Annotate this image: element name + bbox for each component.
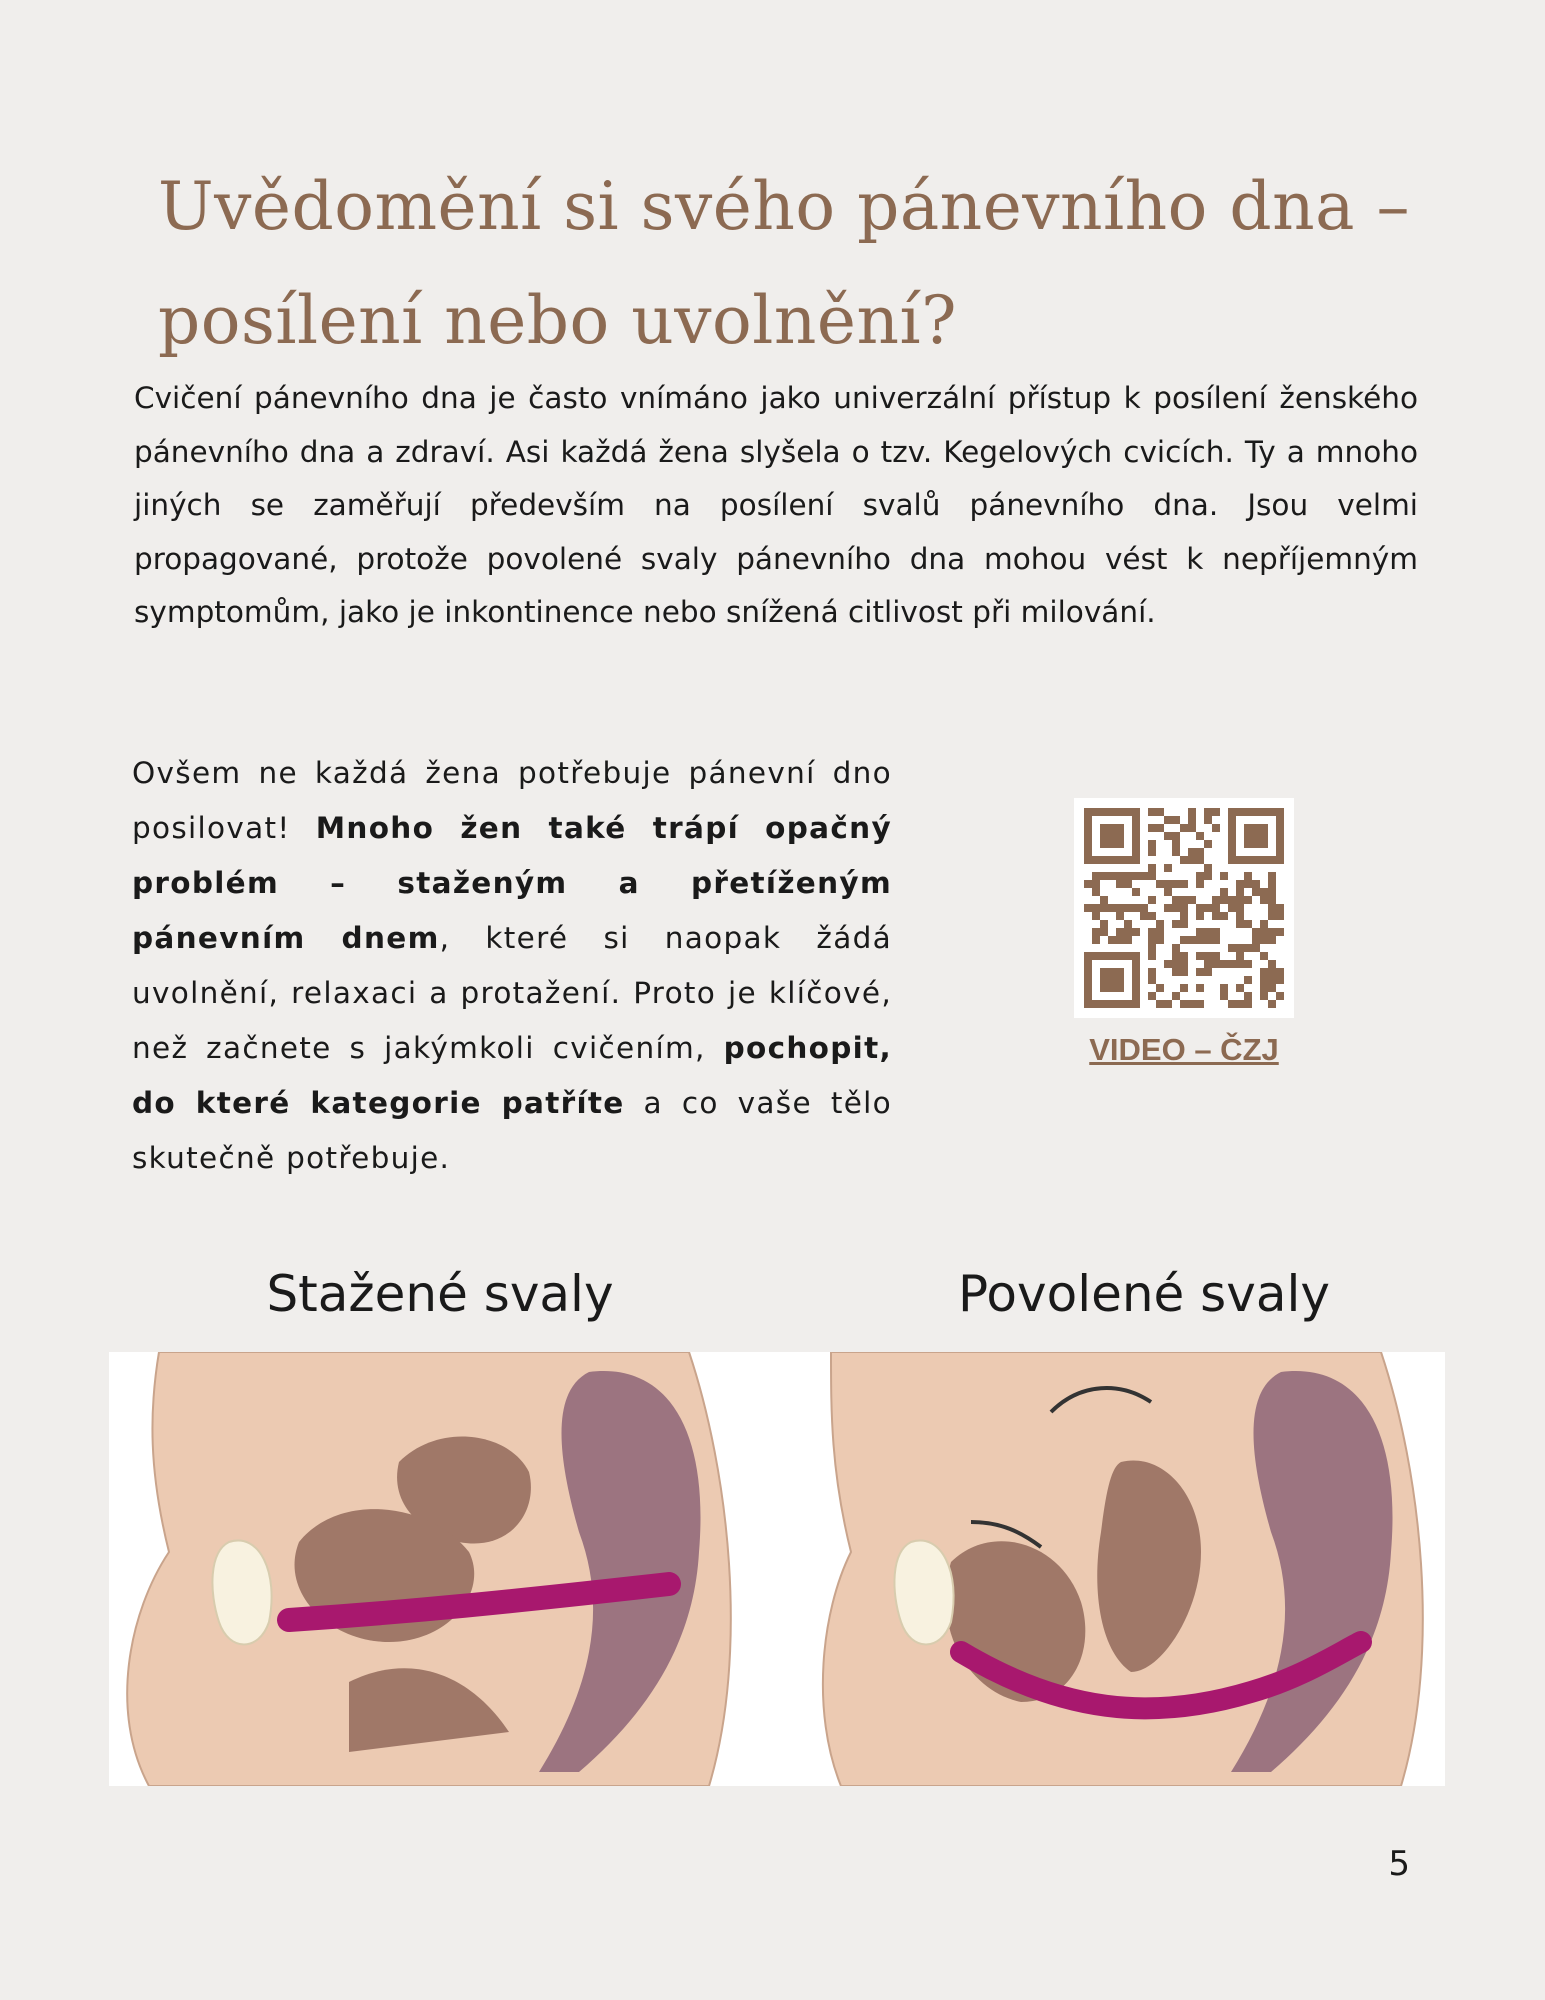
qr-module	[1100, 928, 1108, 936]
qr-module	[1156, 936, 1164, 944]
qr-module	[1172, 848, 1180, 856]
qr-module	[1220, 896, 1228, 904]
video-link[interactable]: VIDEO – ČZJ	[1089, 1032, 1279, 1067]
qr-module	[1172, 816, 1180, 824]
qr-module	[1220, 992, 1228, 1000]
qr-module	[1100, 872, 1108, 880]
qr-module	[1084, 904, 1092, 912]
qr-module	[1116, 912, 1124, 920]
qr-module	[1148, 872, 1156, 880]
qr-module	[1220, 872, 1228, 880]
qr-module	[1092, 912, 1100, 920]
qr-module	[1124, 936, 1132, 944]
qr-module	[1180, 968, 1188, 976]
qr-module	[1116, 872, 1124, 880]
qr-module	[1148, 936, 1156, 944]
qr-module	[1236, 952, 1244, 960]
qr-module	[1164, 888, 1172, 896]
qr-module	[1236, 896, 1244, 904]
qr-module	[1132, 872, 1140, 880]
qr-module	[1116, 928, 1124, 936]
qr-module	[1116, 936, 1124, 944]
qr-module	[1148, 992, 1156, 1000]
qr-module	[1148, 824, 1156, 832]
qr-module	[1172, 992, 1180, 1000]
qr-module	[1268, 888, 1276, 896]
qr-module	[1252, 880, 1260, 888]
qr-module	[1092, 936, 1100, 944]
qr-module	[1196, 952, 1204, 960]
qr-module	[1204, 808, 1212, 816]
qr-module	[1252, 928, 1260, 936]
qr-module	[1092, 904, 1100, 912]
qr-module	[1252, 944, 1260, 952]
qr-module	[1212, 808, 1220, 816]
qr-module	[1108, 872, 1116, 880]
qr-module	[1268, 928, 1276, 936]
qr-module	[1180, 880, 1188, 888]
qr-module	[1268, 936, 1276, 944]
qr-module	[1092, 872, 1100, 880]
qr-module	[1180, 1000, 1188, 1008]
qr-module	[1204, 952, 1212, 960]
qr-module	[1188, 896, 1196, 904]
qr-module	[1124, 872, 1132, 880]
qr-module	[1172, 880, 1180, 888]
qr-module	[1228, 896, 1236, 904]
qr-module	[1148, 976, 1156, 984]
qr-module	[1236, 944, 1244, 952]
qr-module	[1180, 984, 1188, 992]
qr-module	[1140, 872, 1148, 880]
qr-module	[1236, 1000, 1244, 1008]
qr-module	[1244, 976, 1252, 984]
qr-module	[1140, 904, 1148, 912]
qr-module	[1244, 960, 1252, 968]
qr-module	[1148, 840, 1156, 848]
qr-module	[1268, 896, 1276, 904]
paragraph-text: , které si naopak žádá uvolnění, relaxaci a protažení. Proto je klíčové, než začnete s jakýmkoli cvičením,	[132, 921, 892, 1065]
qr-module	[1180, 936, 1188, 944]
qr-module	[1108, 936, 1116, 944]
qr-module	[1124, 928, 1132, 936]
qr-module	[1244, 992, 1252, 1000]
qr-module	[1212, 952, 1220, 960]
qr-module	[1204, 816, 1212, 824]
qr-module	[1204, 928, 1212, 936]
qr-module	[1180, 896, 1188, 904]
qr-module	[1196, 936, 1204, 944]
qr-module	[1164, 1000, 1172, 1008]
qr-module	[1156, 928, 1164, 936]
qr-module	[1276, 904, 1284, 912]
qr-module	[1156, 984, 1164, 992]
second-paragraph	[132, 746, 892, 1186]
paragraph-text: Ovšem ne každá žena potřebuje pánevní dno posilovat!	[132, 756, 892, 845]
qr-module	[1268, 872, 1276, 880]
qr-module	[1180, 960, 1188, 968]
qr-module	[1188, 848, 1196, 856]
qr-module	[1196, 912, 1204, 920]
qr-module	[1164, 904, 1172, 912]
qr-module	[1244, 824, 1268, 848]
qr-module	[1164, 816, 1172, 824]
qr-module	[1260, 992, 1268, 1000]
qr-module	[1092, 928, 1100, 936]
left-illustration-caption: Stažené svaly	[266, 1265, 614, 1323]
qr-module	[1204, 840, 1212, 848]
qr-module	[1212, 960, 1220, 968]
qr-module	[1172, 960, 1180, 968]
qr-module	[1172, 944, 1180, 952]
qr-module	[1148, 968, 1156, 976]
qr-module	[1276, 992, 1284, 1000]
qr-module	[1228, 904, 1236, 912]
qr-module	[1244, 944, 1252, 952]
qr-module	[1220, 960, 1228, 968]
qr-module	[1236, 904, 1244, 912]
qr-module	[1084, 880, 1092, 888]
qr-module	[1260, 976, 1268, 984]
qr-module	[1188, 808, 1196, 816]
right-illustration-caption: Povolené svaly	[958, 1265, 1330, 1323]
qr-module	[1188, 856, 1196, 864]
qr-module	[1196, 880, 1204, 888]
qr-module	[1172, 840, 1180, 848]
qr-module	[1132, 888, 1140, 896]
qr-module	[1196, 848, 1204, 856]
qr-module	[1188, 816, 1196, 824]
qr-module	[1124, 920, 1132, 928]
qr-module	[1148, 864, 1156, 872]
qr-module	[1172, 920, 1180, 928]
page-title: Uvědomění si svého pánevního dna – posílení nebo uvolnění?	[158, 168, 1410, 359]
qr-module	[1212, 912, 1220, 920]
qr-module	[1100, 896, 1108, 904]
qr-module	[1268, 912, 1276, 920]
qr-module	[1180, 824, 1188, 832]
qr-module	[1156, 1000, 1164, 1008]
qr-module	[1204, 936, 1212, 944]
qr-module	[1196, 968, 1204, 976]
qr-module	[1268, 880, 1276, 888]
qr-module	[1204, 968, 1212, 976]
pelvic-illustration-svg	[109, 1352, 1445, 1786]
qr-module	[1260, 888, 1268, 896]
qr-module	[1156, 824, 1164, 832]
qr-module	[1260, 936, 1268, 944]
qr-module	[1260, 952, 1268, 960]
qr-module	[1268, 976, 1276, 984]
qr-module	[1188, 824, 1196, 832]
qr-module	[1268, 960, 1276, 968]
qr-module	[1276, 912, 1284, 920]
qr-module	[1228, 960, 1236, 968]
qr-module	[1148, 808, 1156, 816]
qr-module	[1220, 912, 1228, 920]
qr-module	[1092, 888, 1100, 896]
qr-module	[1156, 808, 1164, 816]
qr-module	[1100, 904, 1108, 912]
intro-paragraph: Cvičení pánevního dna je často vnímáno jako univerzální přístup k posílení ženského pánevního dna a zdraví. Asi každá žena slyšela o tzv. Kegelových cvicích. Ty a mnoho jiných se zaměřují především na posílení svalů pánevního dna. Jsou velmi propagované, protože povolené svaly pánevního dna mohou vést k nepříjemným symptomům, jako je inkontinence nebo snížená citlivost při milování.	[134, 381, 1418, 629]
qr-code-graphic	[1074, 798, 1294, 1018]
qr-module	[1268, 968, 1276, 976]
paragraph-bold-text: Mnoho žen také trápí opačný problém – staženým a přetíženým pánevním dnem	[132, 811, 892, 955]
qr-module	[1268, 984, 1276, 992]
qr-module	[1164, 880, 1172, 888]
qr-module	[1180, 856, 1188, 864]
qr-module	[1148, 928, 1156, 936]
qr-module	[1124, 880, 1132, 888]
qr-module	[1204, 960, 1212, 968]
qr-module	[1276, 976, 1284, 984]
qr-module	[1212, 824, 1220, 832]
qr-module	[1188, 1000, 1196, 1008]
qr-module	[1100, 824, 1124, 848]
qr-module	[1180, 920, 1188, 928]
qr-module	[1196, 928, 1204, 936]
qr-module	[1156, 920, 1164, 928]
qr-module	[1260, 920, 1268, 928]
qr-module	[1268, 904, 1276, 912]
qr-module	[1212, 928, 1220, 936]
qr-module	[1092, 880, 1100, 888]
pubic-bone	[894, 1540, 953, 1644]
paragraph-bold-text: pochopit, do které kategorie patříte	[132, 1031, 892, 1120]
qr-module	[1236, 912, 1244, 920]
qr-module	[1140, 912, 1148, 920]
qr-module	[1172, 904, 1180, 912]
qr-module	[1204, 872, 1212, 880]
qr-module	[1236, 960, 1244, 968]
qr-module	[1260, 896, 1268, 904]
qr-module	[1148, 944, 1156, 952]
qr-module	[1180, 912, 1188, 920]
qr-module	[1268, 1000, 1276, 1008]
qr-module	[1252, 936, 1260, 944]
qr-module	[1108, 904, 1116, 912]
qr-module	[1228, 944, 1236, 952]
qr-module	[1188, 936, 1196, 944]
qr-module	[1164, 960, 1172, 968]
pelvic-floor-illustration	[109, 1352, 1445, 1786]
page-number: 5	[1388, 1844, 1410, 1884]
qr-module	[1116, 904, 1124, 912]
qr-module	[1100, 920, 1108, 928]
qr-module	[1244, 872, 1252, 880]
qr-module	[1196, 1000, 1204, 1008]
qr-module	[1164, 864, 1172, 872]
qr-module	[1196, 872, 1204, 880]
qr-module	[1236, 880, 1244, 888]
qr-module	[1236, 888, 1244, 896]
qr-module	[1276, 928, 1284, 936]
qr-module	[1220, 888, 1228, 896]
qr-module	[1236, 984, 1244, 992]
qr-module	[1148, 896, 1156, 904]
qr-module	[1220, 984, 1228, 992]
pubic-bone	[212, 1540, 271, 1644]
qr-module	[1204, 904, 1212, 912]
qr-module	[1164, 832, 1172, 840]
qr-module	[1244, 920, 1252, 928]
qr-module	[1244, 880, 1252, 888]
qr-module	[1244, 896, 1252, 904]
qr-module	[1212, 904, 1220, 912]
qr-module	[1236, 920, 1244, 928]
qr-module	[1172, 952, 1180, 960]
qr-module	[1148, 848, 1156, 856]
qr-module	[1260, 928, 1268, 936]
qr-module	[1116, 880, 1124, 888]
qr-module	[1196, 832, 1204, 840]
qr-module	[1260, 968, 1268, 976]
qr-module	[1180, 904, 1188, 912]
qr-module	[1244, 1000, 1252, 1008]
qr-module	[1172, 968, 1180, 976]
qr-module	[1132, 928, 1140, 936]
qr-module	[1212, 936, 1220, 944]
qr-module	[1172, 832, 1180, 840]
qr-module	[1148, 912, 1156, 920]
qr-module	[1172, 896, 1180, 904]
qr-module	[1212, 896, 1220, 904]
contracted-pelvis-drawing	[127, 1352, 731, 1786]
qr-module	[1196, 984, 1204, 992]
qr-module	[1148, 952, 1156, 960]
qr-module	[1100, 968, 1124, 992]
qr-module	[1276, 968, 1284, 976]
paragraph-text: a co vaše tělo skutečně potřebuje.	[132, 1086, 893, 1175]
qr-module	[1228, 1000, 1236, 1008]
qr-module	[1196, 904, 1204, 912]
qr-code-icon[interactable]	[1074, 798, 1294, 1018]
qr-module	[1156, 880, 1164, 888]
qr-module	[1196, 856, 1204, 864]
relaxed-pelvis-drawing	[823, 1352, 1423, 1786]
qr-module	[1260, 984, 1268, 992]
qr-module	[1252, 888, 1260, 896]
qr-module	[1180, 952, 1188, 960]
qr-module	[1204, 864, 1212, 872]
qr-module	[1124, 904, 1132, 912]
qr-module	[1132, 904, 1140, 912]
